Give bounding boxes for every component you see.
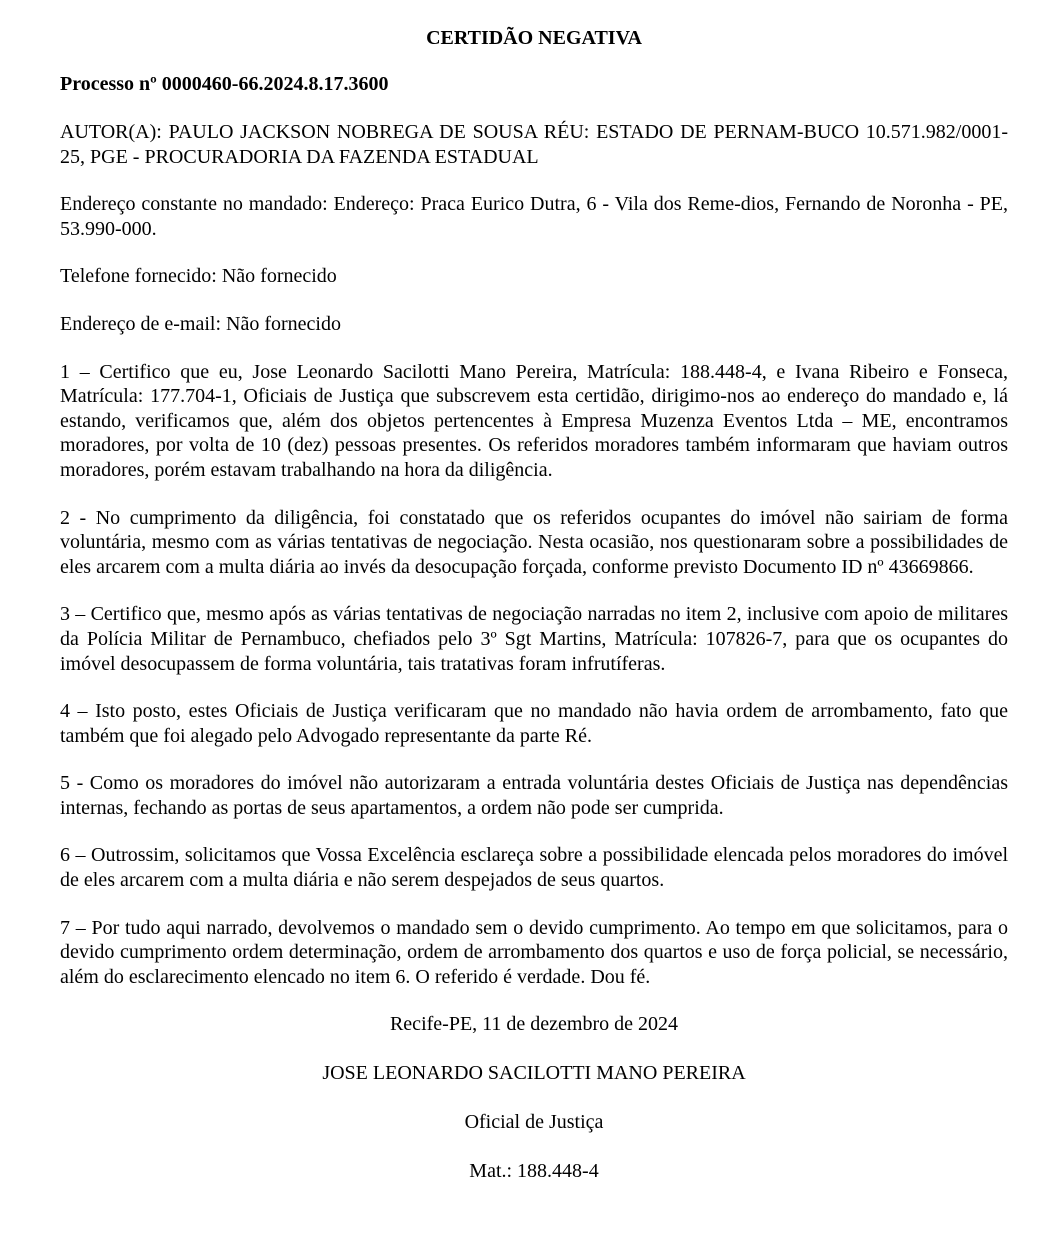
place-date: Recife-PE, 11 de dezembro de 2024	[389, 1013, 679, 1036]
phone: Telefone fornecido: Não fornecido	[60, 265, 337, 288]
email: Endereço de e-mail: Não fornecido	[60, 312, 341, 335]
item-7: 7 – Por tudo aqui narrado, devolvemos o mandado sem o devido cumprimento. Ao tempo em que solicitamos, para o devido cumprimento ordem determinação, ordem de arrombamento dos quartos e uso de força policial, se necessário, além do esclarecimento elencado no item 6. O referido é verdade. Dou fé.	[60, 916, 1008, 988]
item-3: 3 – Certifico que, mesmo após as várias tentativas de negociação narradas no item 2, inclusive com apoio de militares da Polícia Militar de Pernambuco, chefiados pelo 3º Sgt Martins, Matrícula: 107826-7, para que os ocupantes do imóvel desocupassem de forma voluntária, tais tratativas foram infrutíferas.	[60, 603, 1008, 675]
item-5: 5 - Como os moradores do imóvel não autorizaram a entrada voluntária destes Oficiais de Justiça nas dependências internas, fechando as portas de seus apartamentos, a ordem não pode ser cumprida.	[60, 772, 1008, 819]
document-title: CERTIDÃO NEGATIVA	[426, 27, 642, 49]
item-2: 2 - No cumprimento da diligência, foi constatado que os referidos ocupantes do imóvel não sairiam de forma voluntária, mesmo com as várias tentativas de negociação. Nesta ocasião, nos questionaram sobre a possibilidades de eles arcarem com a multa diária ao invés da desocupação forçada, conforme previsto Documento ID nº 43669866.	[60, 506, 1008, 578]
signer-role: Oficial de Justiça	[464, 1111, 604, 1134]
item-4: 4 – Isto posto, estes Oficiais de Justiça verificaram que no mandado não havia ordem de arrombamento, fato que também que foi alegado pelo Advogado representante da parte Ré.	[60, 700, 1008, 747]
item-6: 6 – Outrossim, solicitamos que Vossa Excelência esclareça sobre a possibilidade elencada pelos moradores do imóvel de eles arcarem com a multa diária e não serem despejados de seus quartos.	[60, 844, 1008, 892]
parties: AUTOR(A): PAULO JACKSON NOBREGA DE SOUSA RÉU: ESTADO DE PERNAM-BUCO 10.571.982/0001-25, PGE - PROCURADORIA DA FAZENDA ESTADUAL	[60, 121, 1008, 168]
item-1: 1 – Certifico que eu, Jose Leonardo Sacilotti Mano Pereira, Matrícula: 188.448-4, e Ivana Ribeiro e Fonseca, Matrícula: 177.704-1, Oficiais de Justiça que subscrevem esta certidão, dirigimo-nos ao endereço do mandado e, lá estando, verificamos que, além dos objetos pertencentes à Empresa Muzenza Eventos Ltda – ME, encontramos moradores, por volta de 10 (dez) pessoas presentes. Os referidos moradores também informaram que haviam outros moradores, porém estavam trabalhando na hora da diligência.	[60, 360, 1008, 481]
address: Endereço constante no mandado: Endereço: Praca Eurico Dutra, 6 - Vila dos Reme-dios, Fernando de Noronha - PE, 53.990-000.	[60, 193, 1008, 240]
signer-name: JOSE LEONARDO SACILOTTI MANO PEREIRA	[322, 1062, 746, 1085]
process-number: Processo nº 0000460-66.2024.8.17.3600	[60, 73, 389, 95]
signer-registration: Mat.: 188.448-4	[469, 1160, 599, 1183]
